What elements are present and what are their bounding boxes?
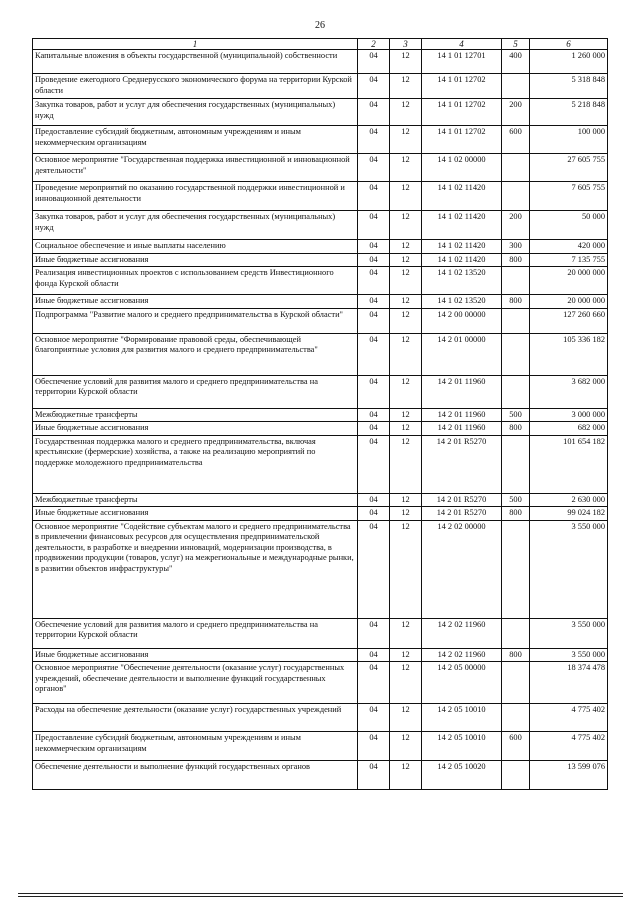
cell-subsection: 12 — [390, 182, 422, 211]
cell-target-code: 14 2 00 00000 — [422, 308, 502, 333]
cell-amount: 50 000 — [530, 211, 608, 240]
table-row — [33, 761, 608, 790]
cell-section: 04 — [358, 507, 390, 521]
cell-expense-type — [502, 435, 530, 493]
cell-target-code: 14 2 05 10010 — [422, 732, 502, 761]
cell-section: 04 — [358, 126, 390, 154]
cell-subsection: 12 — [390, 50, 422, 74]
cell-name: Обеспечение условий для развития малого и среднего предпринимательства на территории Курской области — [33, 375, 358, 408]
column-header-target-code: 4 — [422, 39, 502, 50]
cell-section: 04 — [358, 154, 390, 182]
cell-expense-type — [502, 662, 530, 704]
cell-section: 04 — [358, 74, 390, 99]
cell-section: 04 — [358, 50, 390, 74]
table-row — [33, 240, 608, 254]
cell-expense-type — [502, 308, 530, 333]
cell-target-code: 14 1 02 11420 — [422, 182, 502, 211]
cell-subsection: 12 — [390, 493, 422, 507]
cell-section: 04 — [358, 211, 390, 240]
cell-name: Основное мероприятие "Содействие субъектам малого и среднего предпринимательства в привлечении финансовых ресурсов для осуществления предпринимательской деятельности, в разработке и внедрении инноваций, модернизации производства, в продвижении продукции (товаров, услуг) на межрегиональные и международные рынки, в развитии объектов инфраструктуры" — [33, 520, 358, 618]
cell-amount: 20 000 000 — [530, 267, 608, 295]
cell-name: Обеспечение условий для развития малого и среднего предпринимательства на территории Курской области — [33, 618, 358, 648]
cell-expense-type — [502, 267, 530, 295]
cell-target-code: 14 1 01 12702 — [422, 99, 502, 126]
cell-name: Закупка товаров, работ и услуг для обеспечения государственных (муниципальных) нужд — [33, 211, 358, 240]
cell-name: Проведение ежегодного Среднерусского экономического форума на территории Курской области — [33, 74, 358, 99]
cell-section: 04 — [358, 648, 390, 662]
cell-subsection: 12 — [390, 375, 422, 408]
column-header-name: 1 — [33, 39, 358, 50]
cell-target-code: 14 1 02 13520 — [422, 267, 502, 295]
cell-name: Предоставление субсидий бюджетным, автономным учреждениям и иным некоммерческим организациям — [33, 126, 358, 154]
cell-section: 04 — [358, 408, 390, 422]
cell-expense-type: 500 — [502, 408, 530, 422]
cell-subsection: 12 — [390, 662, 422, 704]
cell-expense-type: 800 — [502, 648, 530, 662]
budget-table — [32, 38, 608, 790]
table-row — [33, 520, 608, 618]
cell-target-code: 14 2 02 00000 — [422, 520, 502, 618]
cell-name: Капитальные вложения в объекты государственной (муниципальной) собственности — [33, 50, 358, 74]
cell-target-code: 14 2 05 10020 — [422, 761, 502, 790]
cell-subsection: 12 — [390, 154, 422, 182]
cell-name: Основное мероприятие "Государственная поддержка инвестиционной и инновационной деятельности" — [33, 154, 358, 182]
cell-section: 04 — [358, 99, 390, 126]
cell-subsection: 12 — [390, 126, 422, 154]
bottom-rule — [18, 896, 623, 897]
column-header-section: 2 — [358, 39, 390, 50]
cell-expense-type: 200 — [502, 211, 530, 240]
cell-expense-type — [502, 74, 530, 99]
cell-target-code: 14 2 01 11960 — [422, 408, 502, 422]
cell-subsection: 12 — [390, 732, 422, 761]
cell-amount: 127 260 660 — [530, 308, 608, 333]
cell-section: 04 — [358, 422, 390, 436]
table-row — [33, 422, 608, 436]
column-header-amount: 6 — [530, 39, 608, 50]
cell-subsection: 12 — [390, 422, 422, 436]
cell-target-code: 14 2 01 11960 — [422, 422, 502, 436]
table-row — [33, 507, 608, 521]
cell-section: 04 — [358, 375, 390, 408]
table-row — [33, 154, 608, 182]
cell-target-code: 14 2 01 R5270 — [422, 507, 502, 521]
cell-name: Проведение мероприятий по оказанию государственной поддержки инвестиционной и инновационной деятельности — [33, 182, 358, 211]
cell-expense-type — [502, 333, 530, 375]
cell-name: Иные бюджетные ассигнования — [33, 648, 358, 662]
table-row — [33, 333, 608, 375]
cell-name: Иные бюджетные ассигнования — [33, 295, 358, 309]
table-row — [33, 50, 608, 74]
cell-section: 04 — [358, 493, 390, 507]
cell-amount: 3 550 000 — [530, 618, 608, 648]
cell-target-code: 14 2 02 11960 — [422, 648, 502, 662]
cell-name: Закупка товаров, работ и услуг для обеспечения государственных (муниципальных) нужд — [33, 99, 358, 126]
cell-section: 04 — [358, 520, 390, 618]
table-row — [33, 182, 608, 211]
cell-subsection: 12 — [390, 99, 422, 126]
cell-subsection: 12 — [390, 333, 422, 375]
cell-expense-type: 800 — [502, 422, 530, 436]
cell-amount: 5 218 848 — [530, 99, 608, 126]
cell-target-code: 14 1 02 11420 — [422, 211, 502, 240]
table-row — [33, 126, 608, 154]
column-header-subsection: 3 — [390, 39, 422, 50]
cell-expense-type: 800 — [502, 253, 530, 267]
cell-amount: 101 654 182 — [530, 435, 608, 493]
cell-subsection: 12 — [390, 648, 422, 662]
cell-name: Предоставление субсидий бюджетным, автономным учреждениям и иным некоммерческим организациям — [33, 732, 358, 761]
table-row — [33, 295, 608, 309]
cell-amount: 100 000 — [530, 126, 608, 154]
cell-expense-type — [502, 761, 530, 790]
table-row — [33, 648, 608, 662]
cell-expense-type: 800 — [502, 507, 530, 521]
cell-expense-type: 600 — [502, 732, 530, 761]
cell-target-code: 14 2 01 R5270 — [422, 435, 502, 493]
cell-name: Реализация инвестиционных проектов с использованием средств Инвестиционного фонда Курской области — [33, 267, 358, 295]
cell-section: 04 — [358, 435, 390, 493]
cell-amount: 13 599 076 — [530, 761, 608, 790]
cell-subsection: 12 — [390, 618, 422, 648]
table-row — [33, 253, 608, 267]
cell-expense-type: 800 — [502, 295, 530, 309]
table-body — [33, 50, 608, 790]
cell-expense-type: 200 — [502, 99, 530, 126]
cell-amount: 7 135 755 — [530, 253, 608, 267]
cell-subsection: 12 — [390, 267, 422, 295]
cell-expense-type: 300 — [502, 240, 530, 254]
cell-section: 04 — [358, 182, 390, 211]
cell-expense-type: 600 — [502, 126, 530, 154]
table-row — [33, 435, 608, 493]
cell-amount: 27 605 755 — [530, 154, 608, 182]
cell-name: Социальное обеспечение и иные выплаты населению — [33, 240, 358, 254]
cell-expense-type — [502, 520, 530, 618]
cell-name: Подпрограмма "Развитие малого и среднего предпринимательства в Курской области" — [33, 308, 358, 333]
cell-amount: 420 000 — [530, 240, 608, 254]
table-row — [33, 267, 608, 295]
column-header-expense-type: 5 — [502, 39, 530, 50]
cell-target-code: 14 2 05 00000 — [422, 662, 502, 704]
cell-subsection: 12 — [390, 435, 422, 493]
cell-subsection: 12 — [390, 408, 422, 422]
cell-name: Иные бюджетные ассигнования — [33, 507, 358, 521]
table-row — [33, 618, 608, 648]
cell-expense-type — [502, 704, 530, 732]
cell-section: 04 — [358, 333, 390, 375]
cell-section: 04 — [358, 732, 390, 761]
cell-target-code: 14 1 02 11420 — [422, 240, 502, 254]
bottom-rule — [18, 893, 623, 894]
cell-name: Иные бюджетные ассигнования — [33, 422, 358, 436]
cell-target-code: 14 2 01 00000 — [422, 333, 502, 375]
cell-subsection: 12 — [390, 295, 422, 309]
cell-amount: 4 775 402 — [530, 732, 608, 761]
cell-amount: 3 550 000 — [530, 520, 608, 618]
cell-section: 04 — [358, 618, 390, 648]
cell-expense-type — [502, 618, 530, 648]
cell-target-code: 14 1 02 00000 — [422, 154, 502, 182]
cell-name: Расходы на обеспечение деятельности (оказание услуг) государственных учреждений — [33, 704, 358, 732]
cell-section: 04 — [358, 295, 390, 309]
page-number: 26 — [315, 20, 325, 31]
cell-subsection: 12 — [390, 520, 422, 618]
cell-amount: 3 550 000 — [530, 648, 608, 662]
table-row — [33, 99, 608, 126]
cell-target-code: 14 1 01 12702 — [422, 126, 502, 154]
cell-target-code: 14 2 01 11960 — [422, 375, 502, 408]
cell-section: 04 — [358, 761, 390, 790]
cell-amount: 4 775 402 — [530, 704, 608, 732]
cell-amount: 2 630 000 — [530, 493, 608, 507]
table-row — [33, 704, 608, 732]
cell-section: 04 — [358, 704, 390, 732]
cell-target-code: 14 2 02 11960 — [422, 618, 502, 648]
cell-expense-type: 400 — [502, 50, 530, 74]
cell-amount: 99 024 182 — [530, 507, 608, 521]
cell-section: 04 — [358, 662, 390, 704]
cell-subsection: 12 — [390, 308, 422, 333]
cell-target-code: 14 1 01 12702 — [422, 74, 502, 99]
cell-amount: 7 605 755 — [530, 182, 608, 211]
cell-amount: 18 374 478 — [530, 662, 608, 704]
cell-subsection: 12 — [390, 507, 422, 521]
cell-target-code: 14 2 05 10010 — [422, 704, 502, 732]
cell-name: Межбюджетные трансферты — [33, 493, 358, 507]
cell-section: 04 — [358, 308, 390, 333]
cell-amount: 682 000 — [530, 422, 608, 436]
cell-target-code: 14 1 01 12701 — [422, 50, 502, 74]
cell-amount: 5 318 848 — [530, 74, 608, 99]
table-row — [33, 308, 608, 333]
cell-target-code: 14 1 02 13520 — [422, 295, 502, 309]
cell-expense-type — [502, 375, 530, 408]
cell-subsection: 12 — [390, 253, 422, 267]
cell-name: Иные бюджетные ассигнования — [33, 253, 358, 267]
table-row — [33, 662, 608, 704]
cell-name: Государственная поддержка малого и среднего предпринимательства, включая крестьянские (фермерские) хозяйства, а также на реализацию мероприятий по поддержке молодежного предпринимательства — [33, 435, 358, 493]
table-row — [33, 211, 608, 240]
cell-name: Обеспечение деятельности и выполнение функций государственных органов — [33, 761, 358, 790]
cell-section: 04 — [358, 253, 390, 267]
cell-subsection: 12 — [390, 761, 422, 790]
cell-name: Основное мероприятие "Формирование правовой среды, обеспечивающей благоприятные условия для развития малого и среднего предпринимательства" — [33, 333, 358, 375]
cell-expense-type — [502, 154, 530, 182]
cell-amount: 3 682 000 — [530, 375, 608, 408]
cell-subsection: 12 — [390, 74, 422, 99]
table-row — [33, 732, 608, 761]
cell-amount: 1 260 000 — [530, 50, 608, 74]
table-row — [33, 375, 608, 408]
table-row — [33, 74, 608, 99]
cell-section: 04 — [358, 267, 390, 295]
cell-amount: 105 336 182 — [530, 333, 608, 375]
cell-name: Межбюджетные трансферты — [33, 408, 358, 422]
cell-subsection: 12 — [390, 240, 422, 254]
table-row — [33, 493, 608, 507]
cell-subsection: 12 — [390, 211, 422, 240]
table-row — [33, 408, 608, 422]
cell-amount: 20 000 000 — [530, 295, 608, 309]
cell-amount: 3 000 000 — [530, 408, 608, 422]
cell-expense-type — [502, 182, 530, 211]
cell-expense-type: 500 — [502, 493, 530, 507]
cell-name: Основное мероприятие "Обеспечение деятельности (оказание услуг) государственных учреждений, обеспечение деятельности и выполнение функций государственных органов" — [33, 662, 358, 704]
cell-target-code: 14 1 02 11420 — [422, 253, 502, 267]
cell-section: 04 — [358, 240, 390, 254]
cell-subsection: 12 — [390, 704, 422, 732]
table-header-row — [33, 39, 608, 50]
cell-target-code: 14 2 01 R5270 — [422, 493, 502, 507]
